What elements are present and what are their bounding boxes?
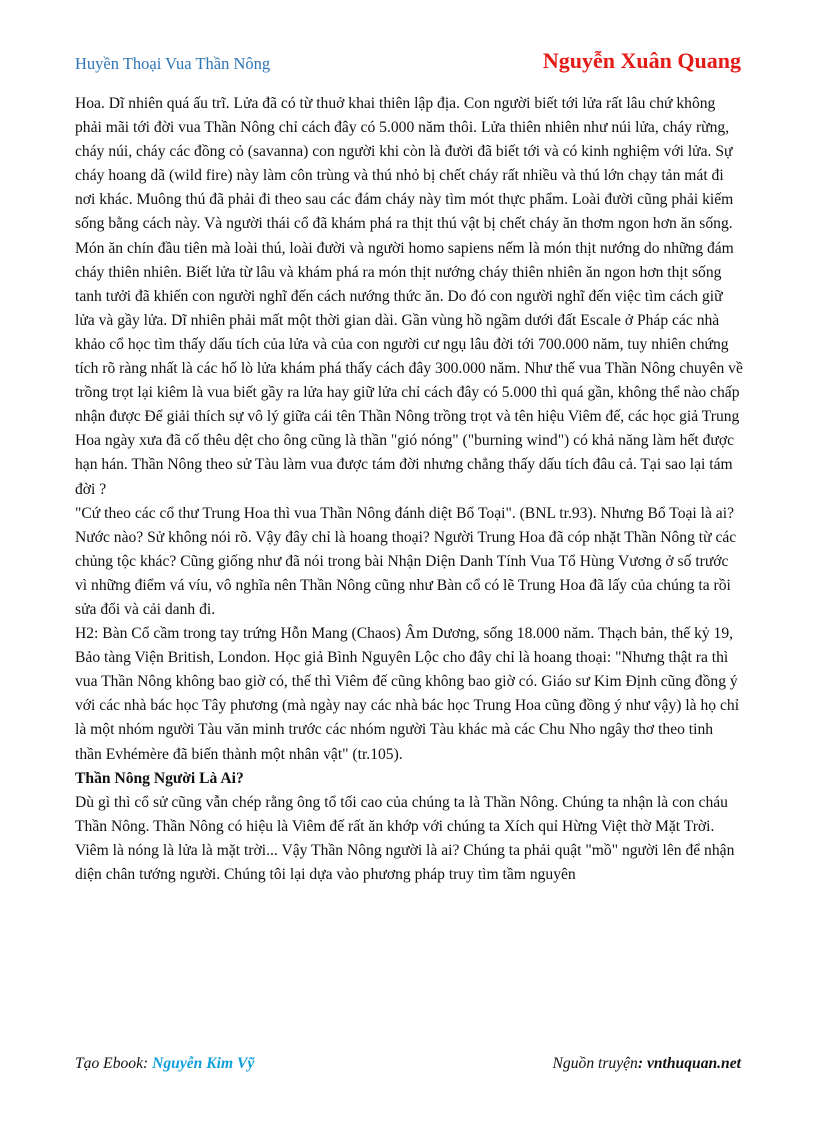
- book-title: Huyền Thoại Vua Thần Nông: [75, 54, 271, 73]
- page-footer: [75, 1055, 741, 1077]
- source-site: vnthuquan.net: [646, 1055, 741, 1072]
- paragraph-1: Hoa. Dĩ nhiên quá ấu trĩ. Lửa đã có từ thuở khai thiên lập địa. Con người biết tới lửa rất lâu chứ không phải mãi tới đời vua Thần Nông chỉ cách đây có 5.000 năm thôi. Lửa thiên nhiên như núi lửa, cháy rừng, cháy núi, cháy các đồng cỏ (savanna) con người khi còn là đười đã biết tới và có kinh nghiệm với lửa. Sự cháy hoang dã (wild fire) này làm côn trùng và thú nhỏ bị chết cháy rất nhiều và thú lớn chạy tản mát đi nơi khác. Muông thú đã phải đi theo sau các đám cháy này tìm mót thực phẩm. Loài đười cũng phải kiếm sống bằng cách này. Và người thái cổ đã khám phá ra thịt thú vật bị chết cháy ăn thơm ngon hơn ăn sống. Món ăn chín đầu tiên mà loài thú, loài đười và người homo sapiens nếm là món thịt nướng do những đám cháy thiên nhiên. Biết lửa từ lâu và khám phá ra món thịt nướng cháy thiên nhiên ăn ngon hơn thịt sống tanh tưởi đã khiến con người nghĩ đến cách nướng thức ăn. Do đó con người nghĩ đến việc tìm cách giữ lửa và gầy lửa. Dĩ nhiên phải mất một thời gian dài. Gần vùng hồ ngầm dưới đất Escale ở Pháp các nhà khảo cổ học tìm thấy dấu tích của lửa và của con người cư ngụ lâu đời tới 700.000 năm, tuy nhiên chứng tích rõ ràng nhất là các hố lò lửa khám phá thấy cách đây 300.000 năm. Như thế vua Thần Nông chuyên về trồng trọt lại kiêm là vua biết gầy ra lửa hay giữ lửa chỉ cách đây có 5.000 thì quá gần, không thể nào chấp nhận được Để giải thích sự vô lý giữa cái tên Thần Nông trồng trọt và tên hiệu Viêm đế, các học giả Trung Hoa ngày xưa đã cố thêu dệt cho ông cũng là thần "gió nóng" ("burning wind") có khả năng làm hết được hạn hán. Thần Nông theo sử Tàu làm vua được tám đời nhưng chẳng thấy dấu tích đâu cả. Tại sao lại tám đời ?: [75, 95, 743, 498]
- page-body: [75, 92, 743, 887]
- paragraph-4: Dù gì thì cổ sử cũng vẫn chép rằng ông tổ tối cao của chúng ta là Thần Nông. Chúng ta nhận là con cháu Thần Nông. Thần Nông có hiệu là Viêm đế rất ăn khớp với chúng ta Xích quỉ Hừng Việt thờ Mặt Trời. Viêm là nóng là lửa là mặt trời... Vậy Thần Nông người là ai? Chúng ta phải quật "mồ" người lên để nhận diện chân tướng người. Chúng tôi lại dựa vào phương pháp truy tìm tầm nguyên: [75, 793, 735, 883]
- author-name: Nguyễn Xuân Quang: [542, 48, 741, 73]
- section-heading: Thần Nông Người Là Ai?: [75, 769, 244, 787]
- source-label: Nguồn truyện: [552, 1055, 638, 1072]
- paragraph-2: "Cứ theo các cổ thư Trung Hoa thì vua Thần Nông đánh diệt Bổ Toại". (BNL tr.93). Nhưng Bổ Toại là ai? Nước nào? Sử không nói rõ. Vậy đây chỉ là hoang thoại? Người Trung Hoa đã cóp nhặt Thần Nông từ các chủng tộc khác? Cũng giống như đã nói trong bài Nhận Diện Danh Tính Vua Tổ Hùng Vương ở số trước vì những điểm vá víu, vô nghĩa nên Thần Nông cũng như Bàn cổ có lẽ Trung Hoa đã lấy của chúng ta rồi sửa đổi và cải danh đi.: [75, 504, 737, 618]
- ebook-colon: :: [143, 1055, 153, 1072]
- ebook-creator: Nguyễn Kim Vỹ: [152, 1055, 255, 1072]
- source-colon: :: [637, 1055, 647, 1072]
- ebook-credit: [75, 1055, 254, 1073]
- source-credit: [553, 1055, 741, 1073]
- ebook-label: Tạo Ebook: [75, 1055, 144, 1072]
- page-header: [75, 48, 741, 78]
- paragraph-3: H2: Bàn Cổ cầm trong tay trứng Hỗn Mang (Chaos) Âm Dương, sống 18.000 năm. Thạch bản, thế kỷ 19, Bảo tàng Viện British, London. Học giả Bình Nguyên Lộc cho đây chỉ là hoang thoại: "Nhưng thật ra thì vua Thần Nông không bao giờ có, thế thì Viêm đế cũng không bao giờ có. Giáo sư Kim Định cũng đồng ý với các nhà bác học Tây phương (mà ngày nay các nhà bác học Trung Hoa cũng đồng ý như vậy) là họ chỉ là một nhóm người Tàu văn minh trước các nhóm người Tàu khác mà các Chu Nho ngây thơ theo tinh thần Evhémère đã biến thành một nhân vật" (tr.105).: [75, 625, 740, 763]
